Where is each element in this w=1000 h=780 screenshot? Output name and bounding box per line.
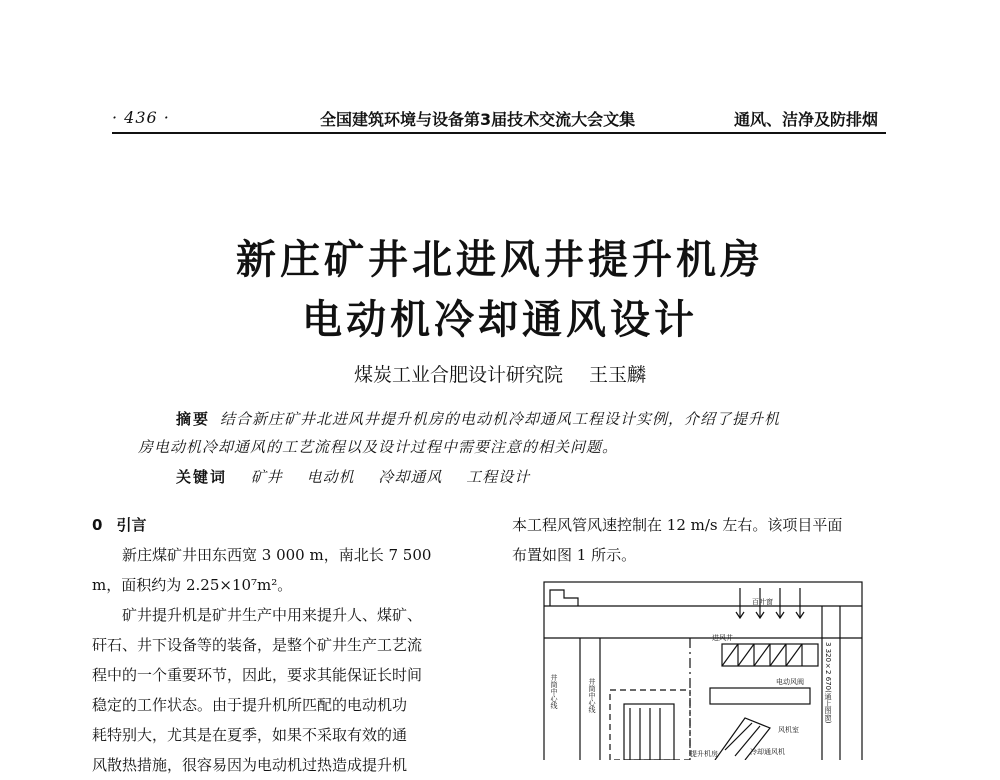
author-affiliation: 煤炭工业合肥设计研究院	[353, 364, 563, 386]
label-louver: 百叶窗	[752, 598, 773, 606]
keyword: 工程设计	[466, 468, 531, 486]
keywords-label: 关键词	[176, 468, 228, 486]
keywords	[176, 466, 548, 487]
keyword: 矿井	[250, 468, 283, 486]
body-line: 本工程风管风速控制在 12 m/s 左右。该项目平面	[512, 516, 843, 534]
section-heading-text: 引言	[116, 516, 147, 534]
figure-1-floor-plan	[540, 578, 870, 760]
section-heading	[92, 510, 488, 540]
abstract-line-2: 房电动机冷却通风的工艺流程以及设计过程中需要注意的相关问题。	[138, 438, 619, 456]
body-line: m，面积约为 2.25×10⁷m²。	[92, 576, 293, 594]
page-number: · 436 ·	[112, 108, 170, 127]
body-line: 程中的一个重要环节，因此，要求其能保证长时间	[92, 666, 423, 684]
header-rule	[112, 132, 886, 134]
label-fan-room: 风机室	[778, 726, 799, 734]
author-name: 王玉麟	[589, 364, 647, 386]
label-inlet: 进风井	[712, 634, 733, 642]
label-hoist: 提升机房	[690, 750, 718, 758]
body-line: 布置如图 1 所示。	[512, 546, 637, 564]
abstract-line-1: 摘要 结合新庄矿井北进风井提升机房的电动机冷却通风工程设计实例，介绍了提升机	[176, 410, 781, 428]
body-line: 矿井提升机是矿井生产中用来提升人、煤矿、	[122, 606, 423, 624]
label-fan: 冷却通风机	[750, 748, 785, 756]
keyword: 电动机	[306, 468, 355, 486]
label-shaft-b: 井筒中心线	[588, 678, 596, 713]
author-line	[0, 360, 1000, 387]
abstract-label: 摘要	[176, 410, 211, 428]
plan-outline	[544, 582, 862, 760]
body-line: 矸石、井下设备等的装备，是整个矿井生产工艺流	[92, 636, 423, 654]
running-header	[112, 104, 884, 134]
right-column	[512, 510, 904, 570]
label-duct-size: 3 320×2 670(通上图窗)	[824, 642, 832, 724]
label-shaft-a: 井筒中心线	[550, 674, 558, 709]
paper-title-line-2: 电动机冷却通风设计	[302, 297, 698, 343]
label-damper: 电动风阀	[776, 678, 804, 686]
body-line: 稳定的工作状态。由于提升机所匹配的电动机功	[92, 696, 408, 714]
body-line: 耗特别大，尤其是在夏季，如果不采取有效的通	[92, 726, 408, 744]
floor-plan-drawing	[540, 578, 870, 760]
keyword: 冷却通风	[378, 468, 443, 486]
body-line: 风散热措施，很容易因为电动机过热造成提升机	[92, 756, 408, 774]
body-line: 新庄煤矿井田东西宽 3 000 m，南北长 7 500	[122, 546, 432, 564]
section-number: 0	[92, 516, 103, 534]
proceedings-title: 全国建筑环境与设备第3届技术交流大会文集	[320, 110, 636, 129]
section-title: 通风、洁净及防排烟	[733, 110, 878, 129]
paper-title-line-1: 新庄矿井北进风井提升机房	[236, 237, 764, 283]
left-column	[92, 510, 488, 780]
